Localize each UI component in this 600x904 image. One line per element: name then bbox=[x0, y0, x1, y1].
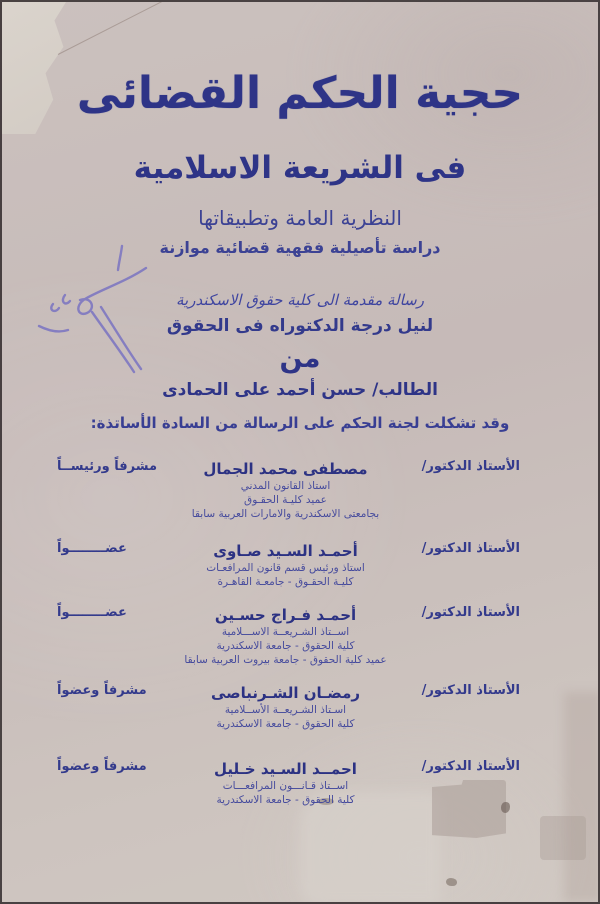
member-name: مصطفى محمد الجمال bbox=[203, 460, 368, 478]
paper-stain-light bbox=[300, 792, 440, 904]
member-position-line: كلية الحقوق - جامعة الاسكندرية bbox=[216, 794, 355, 806]
thesis-subtitle-line1: النظرية العامة وتطبيقاتها bbox=[198, 206, 402, 230]
member-position-line: اســتاذ قـانـــون المرافعـــات bbox=[222, 780, 349, 792]
member-info bbox=[169, 459, 402, 521]
member-position-line: كليـة الحقـوق - جامعـة القاهـرة bbox=[217, 576, 354, 588]
thesis-subtitle-line2: دراسة تأصيلية فقهية قضائية موازنة bbox=[159, 238, 441, 257]
thesis-title-line2: فى الشريعة الاسلامية bbox=[133, 150, 467, 186]
member-role: مشرفاً ورئيســاً bbox=[57, 459, 158, 474]
student-name-line: الطالب/ حسن أحمد على الحمادى bbox=[162, 380, 438, 400]
paper-stain-edge bbox=[564, 692, 600, 902]
committee-row bbox=[57, 541, 520, 589]
committee-row bbox=[57, 759, 520, 807]
member-name: أحمـد فـراج حسـين bbox=[214, 606, 357, 624]
committee-list bbox=[57, 459, 520, 807]
member-info bbox=[169, 683, 402, 731]
professor-title: الأستاذ الدكتور/ bbox=[421, 759, 520, 774]
member-info bbox=[169, 541, 402, 589]
member-position-line: بجامعتى الاسكندرية والامارات العربية سابقا bbox=[191, 508, 380, 520]
thesis-title-line1: حجية الحكم القضائى bbox=[76, 68, 524, 119]
paper-speck bbox=[446, 878, 457, 886]
member-position-line: كلية الحقوق - جامعة الاسكندرية bbox=[216, 640, 355, 652]
member-info bbox=[169, 759, 402, 807]
committee-intro-line: وقد تشكلت لجنة الحكم على الرسالة من السادة الأساتذة: bbox=[90, 414, 510, 432]
member-position-line: استاذ ورئيس قسم قانون المرافعـات bbox=[206, 562, 365, 574]
member-name: أحمـد السـيد صـاوى bbox=[213, 542, 358, 560]
member-position-line: عميد كليـة الحقـوق bbox=[244, 494, 327, 506]
committee-row bbox=[57, 459, 520, 521]
member-name: رمضـان الشـرنباصى bbox=[210, 684, 361, 702]
professor-title: الأستاذ الدكتور/ bbox=[421, 605, 520, 620]
member-position-line: استاذ القانون المدني bbox=[240, 480, 331, 492]
submission-statement-line2: لنيل درجة الدكتوراه فى الحقوق bbox=[166, 316, 434, 336]
member-position-line: اسـتاذ الشـريعــة الأســلامية bbox=[224, 704, 347, 716]
submission-statement-line1: رسالة مقدمة الى كلية حقوق الاسكندرية bbox=[175, 291, 424, 309]
member-role: مشرفاً وعضواً bbox=[57, 759, 147, 774]
professor-title: الأستاذ الدكتور/ bbox=[421, 459, 520, 474]
member-role: عضــــــــواً bbox=[57, 541, 127, 556]
committee-row bbox=[57, 683, 520, 731]
member-position-line: كلية الحقوق - جامعة الاسكندرية bbox=[216, 718, 355, 730]
member-position-line: اســتاذ الشـريعــة الاســـلامية bbox=[221, 626, 350, 638]
professor-title: الأستاذ الدكتور/ bbox=[421, 541, 520, 556]
paper-crease bbox=[58, 0, 183, 55]
member-name: احمــد السـيد خـليل bbox=[214, 760, 357, 778]
committee-row bbox=[57, 605, 520, 667]
professor-title: الأستاذ الدكتور/ bbox=[421, 683, 520, 698]
member-role: مشرفاً وعضواً bbox=[57, 683, 147, 698]
member-position-line: عميد كلية الحقوق - جامعة بيروت العربية سابقا bbox=[184, 654, 387, 666]
from-word: من bbox=[279, 343, 321, 374]
member-info bbox=[169, 605, 402, 667]
member-role: عضــــــــواً bbox=[57, 605, 127, 620]
